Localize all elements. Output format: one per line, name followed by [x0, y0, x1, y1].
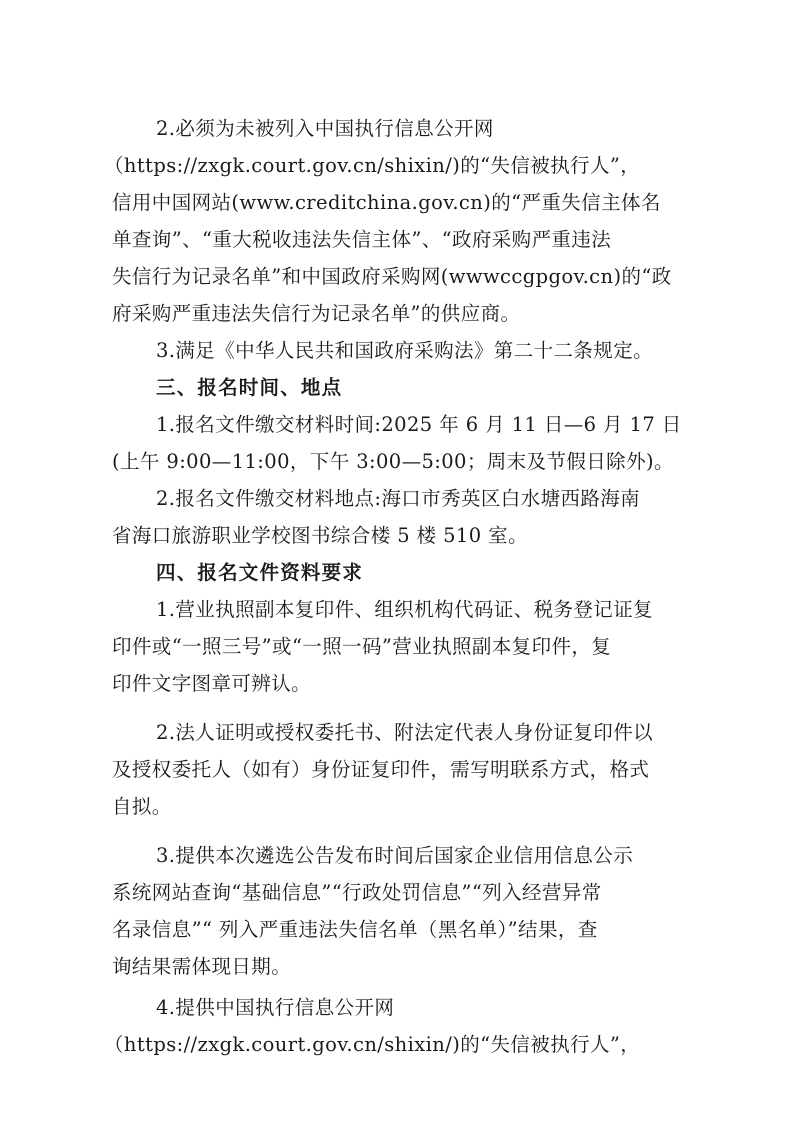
text-line: 2.法人证明或授权委托书、附法定代表人身份证复印件以	[156, 721, 654, 744]
text-line: 印件文字图章可辨认。	[112, 672, 312, 695]
text-line: 询结果需体现日期。	[112, 955, 292, 978]
text-line: （https://zxgk.court.gov.cn/shixin/)的“失信被执行人”，	[104, 154, 641, 177]
text-line: 省海口旅游职业学校图书综合楼 5 楼 510 室。	[112, 524, 528, 547]
text-line: 2.报名文件缴交材料地点:海口市秀英区白水塘西路海南	[156, 487, 641, 510]
text-line: 府采购严重违法失信行为记录名单”的供应商。	[112, 302, 521, 325]
requirements-paragraph	[104, 110, 692, 369]
text-line: 3.满足《中华人民共和国政府采购法》第二十二条规定。	[156, 339, 654, 362]
text-line: 及授权委托人（如有）身份证复印件，需写明联系方式，格式	[112, 758, 650, 781]
text-line: 系统网站查询“基础信息”“行政处罚信息”“列入经营异常	[112, 881, 602, 904]
text-line: 4.提供中国执行信息公开网	[156, 996, 395, 1019]
text-line: (上午 9:00—11:00，下午 3:00—5:00；周末及节假日除外)。	[112, 450, 674, 473]
text-line: 1.营业执照副本复印件、组织机构代码证、税务登记证复	[156, 598, 654, 621]
text-line: 2.必须为未被列入中国执行信息公开网	[156, 117, 494, 140]
text-line: 名录信息”“ 列入严重违法失信名单（黑名单）”结果，查	[112, 918, 598, 941]
section-heading-3: 三、报名时间、地点	[156, 376, 343, 399]
text-line: 单查询”、“重大税收违法失信主体”、“政府采购严重违法	[112, 228, 612, 251]
text-line: 1.报名文件缴交材料时间:2025 年 6 月 11 日—6 月 17 日	[156, 413, 682, 436]
text-line: 信用中国网站(www.creditchina.gov.cn)的“严重失信主体名	[112, 191, 661, 214]
section-heading-4: 四、报名文件资料要求	[156, 561, 364, 584]
text-line: 印件或“一照三号”或“一照一码”营业执照副本复印件，复	[112, 635, 612, 658]
text-line: 失信行为记录名单”和中国政府采购网(wwwccgpgov.cn)的“政	[112, 265, 672, 288]
text-line: 自拟。	[112, 795, 172, 818]
text-line: 3.提供本次遴选公告发布时间后国家企业信用信息公示	[156, 844, 634, 867]
text-line: （https://zxgk.court.gov.cn/shixin/)的“失信被执行人”，	[104, 1033, 641, 1056]
document-page	[104, 110, 692, 1063]
